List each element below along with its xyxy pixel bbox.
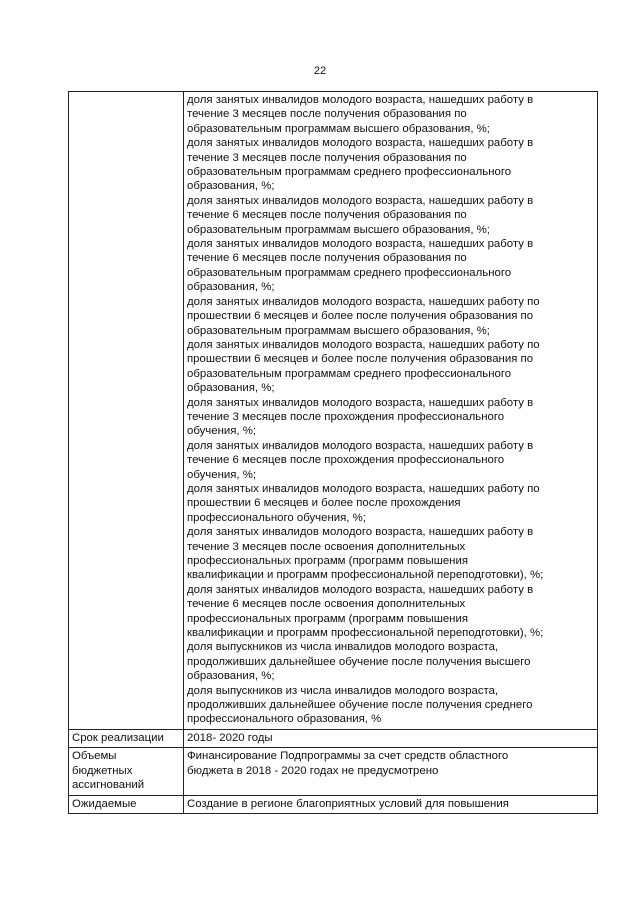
indicator-line: течение 3 месяцев после освоения дополнительных	[187, 540, 466, 553]
indicator-line: течение 6 месяцев после получения образования по	[187, 209, 467, 222]
expected-results-line: Создание в регионе благоприятных условий для повышения	[187, 797, 509, 810]
indicator-line: доля занятых инвалидов молодого возраста, нашедших работу по	[187, 295, 540, 308]
indicator-line: образовательным программам среднего профессионального	[187, 367, 512, 380]
row-label-line: бюджетных	[72, 764, 133, 777]
passport-table	[68, 91, 598, 814]
table-row	[69, 795, 598, 813]
indicator-line: профессиональных программ (программ повышения	[187, 555, 468, 567]
indicator-line: продолживших дальнейшее обучение после получения среднего	[187, 699, 533, 712]
indicator-line: обучения, %;	[187, 468, 257, 481]
indicator-line: прошествии 6 месяцев и более после получения образования по	[187, 310, 534, 323]
indicator-line: продолживших дальнейшее обучение после получения высшего	[187, 655, 531, 668]
indicator-line: профессионального образования, %	[187, 713, 382, 726]
indicator-line: доля выпускников из числа инвалидов молодого возраста,	[187, 641, 499, 654]
indicator-line: квалификации и программ профессиональной переподготовки), %;	[187, 627, 544, 640]
indicator-line: доля занятых инвалидов молодого возраста, нашедших работу в	[187, 137, 534, 150]
indicator-line: доля занятых инвалидов молодого возраста, нашедших работу по	[187, 482, 540, 495]
table-row	[69, 748, 598, 795]
indicator-line: профессиональных программ (программ повышения	[187, 612, 468, 625]
row-label-cell: Срок реализации	[69, 729, 184, 747]
indicator-line: доля занятых инвалидов молодого возраста, нашедших работу в	[187, 583, 534, 596]
indicator-line: образования, %;	[187, 281, 275, 294]
indicator-line: течение 6 месяцев после прохождения профессионального	[187, 454, 505, 467]
indicator-line: образования, %;	[187, 670, 275, 683]
indicator-line: образовательным программам среднего профессионального	[187, 266, 512, 279]
indicator-line: доля занятых инвалидов молодого возраста, нашедших работу в	[187, 526, 534, 539]
page-number: 22	[313, 65, 327, 77]
indicator-line: течение 6 месяцев после освоения дополнительных	[187, 598, 466, 611]
table-row	[69, 92, 598, 730]
indicator-line: образования, %;	[187, 180, 275, 193]
funding-cell	[184, 748, 598, 795]
indicators-cell	[184, 92, 598, 730]
indicator-line: доля занятых инвалидов молодого возраста, нашедших работу по	[187, 338, 540, 351]
indicator-line: доля занятых инвалидов молодого возраста, нашедших работу в	[187, 396, 534, 409]
indicator-line: доля занятых инвалидов молодого возраста, нашедших работу в	[187, 94, 534, 106]
indicator-line: доля занятых инвалидов молодого возраста, нашедших работу в	[187, 439, 534, 452]
indicator-line: квалификации и программ профессиональной переподготовки), %;	[187, 569, 544, 582]
period-cell	[184, 729, 598, 747]
indicator-line: течение 3 месяцев после получения образования по	[187, 108, 467, 121]
indicator-line: обучения, %;	[187, 425, 257, 438]
indicator-line: профессионального обучения, %;	[187, 511, 366, 524]
period-value: 2018- 2020 годы	[187, 731, 273, 744]
row-label-cell: Ожидаемые	[69, 795, 184, 813]
indicator-line: прошествии 6 месяцев и более после получения образования по	[187, 353, 534, 366]
indicator-line: образовательным программам среднего профессионального	[187, 166, 512, 179]
row-label-cell	[69, 92, 184, 730]
row-label-line: Объемы	[72, 750, 117, 763]
indicator-line: доля выпускников из числа инвалидов молодого возраста,	[187, 684, 499, 697]
row-label-line: ассигнований	[72, 779, 145, 792]
indicator-line: образовательным программам высшего образования, %;	[187, 324, 490, 337]
row-label-cell	[69, 748, 184, 795]
indicator-line: течение 3 месяцев после получения образования по	[187, 151, 467, 164]
funding-line: Финансирование Подпрограммы за счет средств областного	[187, 750, 509, 763]
expected-results-cell	[184, 795, 598, 813]
funding-line: бюджета в 2018 - 2020 годах не предусмотрено	[187, 764, 439, 777]
indicator-line: течение 6 месяцев после получения образования по	[187, 252, 467, 265]
table-row	[69, 729, 598, 747]
indicator-line: образовательным программам высшего образования, %;	[187, 122, 490, 135]
indicator-line: доля занятых инвалидов молодого возраста, нашедших работу в	[187, 194, 534, 207]
indicator-line: образования, %;	[187, 382, 275, 395]
indicator-line: доля занятых инвалидов молодого возраста, нашедших работу в	[187, 238, 534, 251]
indicator-line: образовательным программам высшего образования, %;	[187, 223, 490, 236]
indicator-line: течение 3 месяцев после прохождения профессионального	[187, 410, 505, 423]
indicator-line: прошествии 6 месяцев и более после прохождения	[187, 497, 461, 510]
